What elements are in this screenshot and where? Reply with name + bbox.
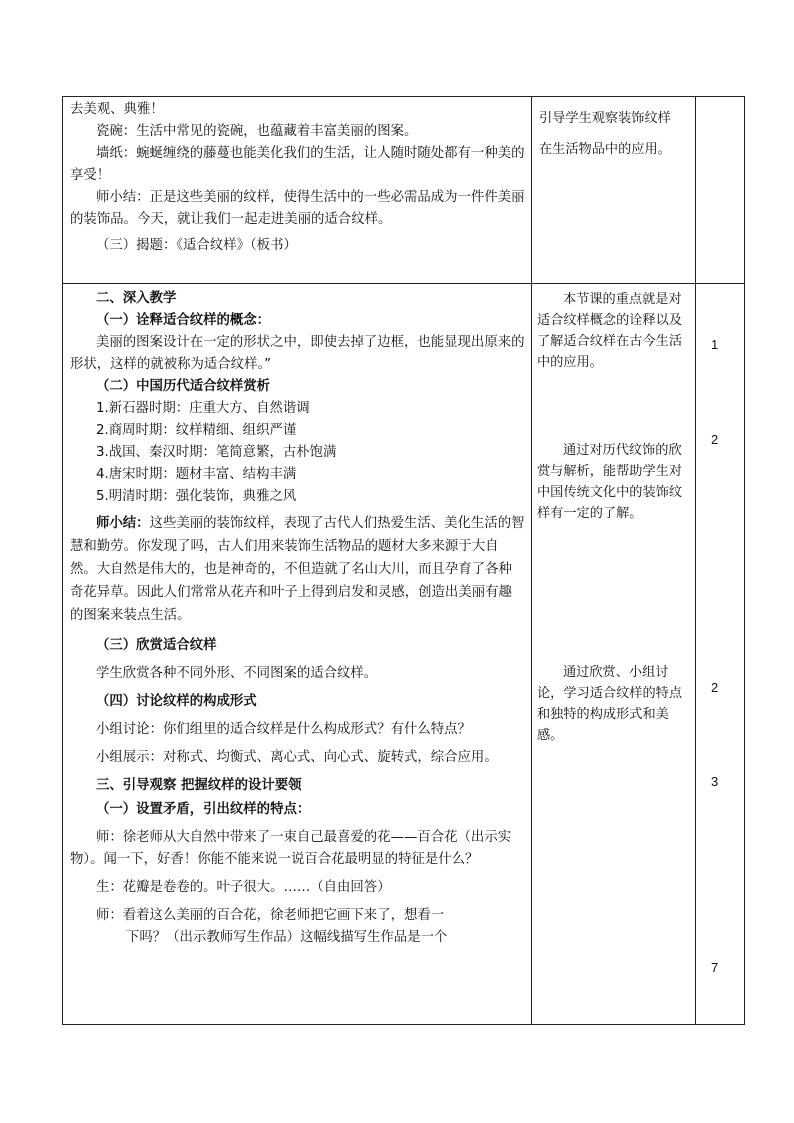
student-paragraph: 生：花瓣是卷卷的。叶子很大。……（自由回答） <box>96 880 391 895</box>
row1-note: 引导学生观察装饰纹样在生活物品中的应用。 <box>539 111 671 157</box>
subsection-heading: （三）欣赏适合纹样 <box>96 638 217 653</box>
discussion-note: 通过欣赏、小组讨论，学习适合纹样的特点和独特的构成形式和美感。 <box>537 665 683 743</box>
wallpaper-paragraph: 墙纸：蜿蜒缠绕的藤蔓也能美化我们的生活，让人随时随处都有一种美的享受！ <box>70 146 525 183</box>
minutes-value: 2 <box>711 432 719 447</box>
appreciation-note: 通过对历代纹饰的欣赏与解析，能帮助学生对中国传统文化中的装饰纹样有一定的了解。 <box>537 443 683 521</box>
subsection-heading: （四）讨论纹样的构成形式 <box>96 694 257 709</box>
bowl-paragraph: 瓷碗：生活中常见的瓷碗，也蕴藏着丰富美丽的图案。 <box>96 124 418 139</box>
row2-content <box>70 288 525 949</box>
teacher-paragraph: 师：看着这么美丽的百合花，徐老师把它画下来了，想看一 <box>96 908 445 923</box>
minutes-value: 2 <box>711 680 719 695</box>
appreciate-paragraph: 学生欣赏各种不同外形、不同图案的适合纹样。 <box>96 666 378 681</box>
topic-reveal: （三）揭题：《适合纹样》（板书） <box>96 238 297 253</box>
minutes-value: 3 <box>711 774 719 789</box>
subsection-heading: （一）设置矛盾，引出纹样的特点： <box>96 802 311 817</box>
column-divider <box>531 97 532 1024</box>
text-line: 去美观、典雅！ <box>70 102 164 117</box>
summary-label: 师小结： <box>96 516 150 531</box>
summary-text: 这些美丽的装饰纹样，表现了古代人们热爱生活、美化生活的智慧和勤劳。你发现了吗，古人们用来装饰生活物品的题材大多来源于大自然。大自然是伟大的，也是神奇的，不但造就了名山大川，而且孕育了各种奇花异草。因此人们常常从花卉和叶子上得到启发和灵感，创造出美丽有趣的图案来装点生活。 <box>70 516 525 623</box>
section-heading: 三、引导观察 把握纹样的设计要领 <box>96 778 302 793</box>
teacher-summary-paragraph <box>70 512 525 627</box>
lesson-plan-table <box>62 96 745 1025</box>
teacher-summary-paragraph: 师小结：正是这些美丽的纹样，使得生活中的一些必需品成为一件件美丽的装饰品。今天，就让我们一起走进美丽的适合纹样。 <box>70 190 525 227</box>
minutes-value: 1 <box>711 337 719 352</box>
subsection-heading: （一）诠释适合纹样的概念： <box>96 313 271 328</box>
period-item: 4.唐宋时期：题材丰富、结构丰满 <box>96 467 297 482</box>
period-item: 3.战国、秦汉时期：笔简意繁，古朴饱满 <box>96 445 337 460</box>
minutes-value: 7 <box>711 960 719 975</box>
concept-paragraph: 美丽的图案设计在一定的形状之中，即使去掉了边框，也能显现出原来的形状，这样的就被称为适合纹样。” <box>70 335 525 372</box>
presentation-paragraph: 小组展示：对称式、均衡式、离心式、向心式、旋转式，综合应用。 <box>96 750 498 765</box>
period-item: 2.商周时期：纹样精细、组织严谨 <box>96 423 297 438</box>
teacher-paragraph: 师：徐老师从大自然中带来了一束自己最喜爱的花——百合花（出示实物）。闻一下，好香！你能不能来说一说百合花最明显的特征是什么？ <box>70 830 512 867</box>
section-heading: 二、深入教学 <box>96 291 177 306</box>
row1-content <box>70 99 525 257</box>
period-item: 5.明清时期：强化装饰，典雅之风 <box>96 489 297 504</box>
column-divider <box>695 97 696 1024</box>
row-divider <box>63 283 744 284</box>
teacher-paragraph-continued: 下吗？（出示教师写生作品）这幅线描写生作品是一个 <box>126 930 448 945</box>
period-item: 1.新石器时期：庄重大方、自然谐调 <box>96 401 310 416</box>
subsection-heading: （二）中国历代适合纹样赏析 <box>96 379 271 394</box>
key-point-note: 本节课的重点就是对适合纹样概念的诠释以及了解适合纹样在古今生活中的应用。 <box>537 292 683 370</box>
discussion-paragraph: 小组讨论：你们组里的适合纹样是什么构成形式？有什么特点？ <box>96 722 471 737</box>
